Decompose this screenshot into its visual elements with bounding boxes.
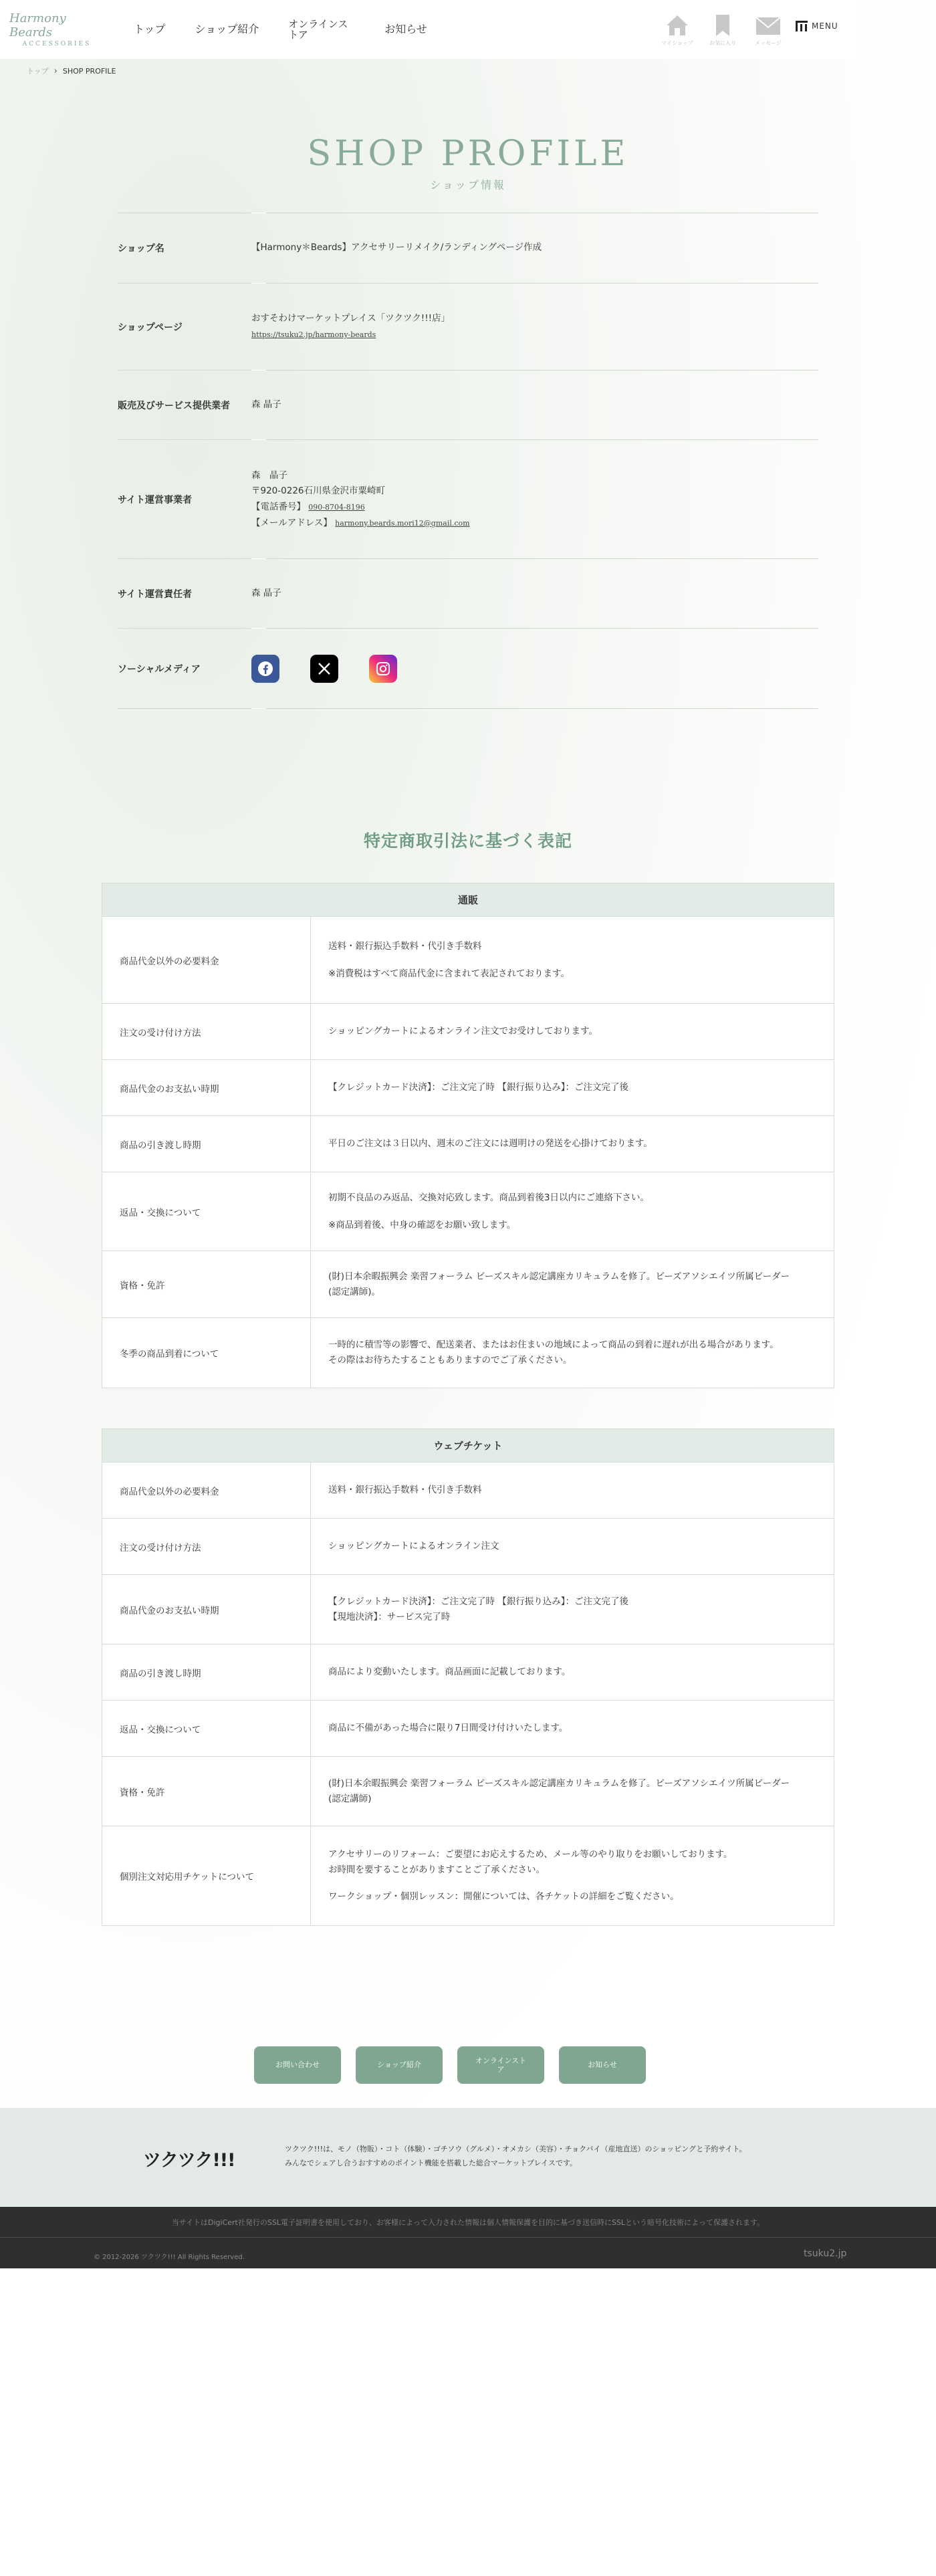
global-nav [134, 0, 457, 59]
table-value-line: (認定講師)。 [328, 1286, 381, 1297]
table-value [311, 1004, 834, 1059]
section-title-legal: 特定商取引法に基づく表記 [363, 831, 572, 851]
table-value [311, 1116, 834, 1172]
menu-label: MENU [812, 21, 838, 31]
table-value [311, 1060, 834, 1115]
profile-row-operator [118, 440, 818, 559]
profile-value [251, 468, 470, 532]
x-icon[interactable] [310, 655, 338, 683]
table-key: 返品・交換について [102, 1701, 311, 1756]
table-row [102, 1116, 834, 1172]
table-row [102, 1172, 834, 1251]
shop-profile-list [118, 213, 818, 709]
online-store-button[interactable]: オンラインストア [457, 2046, 544, 2084]
table-row [102, 1701, 834, 1757]
operator-mail-link[interactable]: harmony.beards.mori12@gmail.com [335, 518, 470, 528]
favorites-label: お気に入り [709, 40, 736, 46]
footer-description-line: みんなでシェアし合うおすすめのポイント機能を搭載した総合マーケットプレイスです。 [285, 2158, 578, 2167]
table-key: 資格・免許 [102, 1757, 311, 1826]
profile-label: ショップページ [118, 322, 183, 333]
table-value-line: 平日のご注文は３日以内、週末のご注文には週明けの発送を心掛けております。 [328, 1138, 653, 1150]
table-row [102, 1251, 834, 1318]
footer-about [0, 2108, 936, 2207]
profile-label: サイト運営事業者 [118, 495, 193, 506]
operator-tel-line [251, 500, 470, 516]
instagram-icon[interactable] [369, 655, 397, 683]
profile-value: 森 晶子 [251, 588, 281, 599]
bookmark-icon [709, 13, 736, 37]
table-value [311, 1251, 834, 1317]
messages-button[interactable] [747, 13, 789, 47]
table-key: 商品代金のお支払い時期 [102, 1575, 311, 1644]
table-value-line: その際はお待ちたすることもありますのでご了承ください。 [328, 1355, 572, 1366]
table-value-line: (財)日本余暇振興会 楽習フォーラム ビーズスキル認定講座カリキュラムを修了。ビーズアソシエイツ所属ビーダー [328, 1778, 790, 1789]
header-icons [657, 13, 793, 47]
table-value [311, 1463, 834, 1518]
social-links [251, 655, 428, 683]
page-title [0, 134, 936, 192]
table-key: 商品の引き渡し時期 [102, 1116, 311, 1172]
table-value-line: 商品に不備があった場合に限り7日間受け付けいたします。 [328, 1723, 568, 1734]
table-key: 商品代金以外の必要料金 [102, 917, 311, 1003]
table-value [311, 917, 834, 1003]
table-key: 冬季の商品到着について [102, 1318, 311, 1388]
table-value-line: ワークショップ・個別レッスン：開催については、各チケットの詳細をご覧ください。 [328, 1891, 679, 1903]
table-value-line: 【クレジットカード決済】：ご注文完了時 【銀行振り込み】：ご注文完了後 [328, 1596, 629, 1607]
table-heading: 通販 [102, 883, 834, 917]
logo-title: Harmony Beards [9, 11, 66, 39]
profile-value: 森 晶子 [251, 399, 281, 411]
table-row [102, 1826, 834, 1925]
profile-row-shop-name [118, 213, 818, 284]
table-key: 商品代金のお支払い時期 [102, 1060, 311, 1115]
copyright: © 2012-2026 ツクツク!!! All Rights Reserved. [94, 2254, 245, 2261]
table-key: 注文の受け付け方法 [102, 1004, 311, 1059]
profile-label: 販売及びサービス提供業者 [118, 401, 230, 411]
table-value-line: 送料・銀行振込手数料・代引き手数料 [328, 1485, 482, 1496]
table-value [311, 1172, 834, 1251]
profile-label: ショップ名 [118, 243, 164, 254]
my-shop-label: マイショップ [661, 40, 693, 46]
table-value-line: 送料・銀行振込手数料・代引き手数料 [328, 940, 482, 952]
table-value [311, 1519, 834, 1574]
profile-row-seller [118, 370, 818, 440]
shop-page-text: おすそわけマーケットプレイス「ツクツク!!!店」 [251, 313, 451, 324]
nav-news[interactable]: お知らせ [384, 23, 427, 36]
my-shop-button[interactable] [657, 13, 698, 47]
table-value [311, 1826, 834, 1925]
table-row [102, 1757, 834, 1826]
page-title-ja: ショップ情報 [430, 179, 506, 191]
chevron-right-icon: › [53, 66, 57, 76]
table-value [311, 1701, 834, 1756]
ssl-notice: 当サイトはDigiCert社発行のSSL電子証明書を使用しており、お客様によって入力された情報は個人情報保護を目的に基づき送信時にSSLという暗号化技術によって保護されます。 [0, 2207, 936, 2238]
table-row [102, 1575, 834, 1644]
favorites-button[interactable] [702, 13, 743, 47]
table-value-line: 初期不良品のみ返品、交換対応致します。商品到着後3日以内にご連絡下さい。 [328, 1192, 650, 1203]
operator-mail-line [251, 516, 470, 532]
table-row [102, 917, 834, 1004]
table-value-line: (認定講師) [328, 1793, 372, 1804]
table-key: 個別注文対応用チケットについて [102, 1826, 311, 1925]
table-value [311, 1575, 834, 1644]
table-value-line: 【現地決済】：サービス完了時 [328, 1611, 451, 1622]
table-heading: ウェブチケット [102, 1429, 834, 1463]
table-row [102, 1463, 834, 1519]
profile-row-social [118, 629, 818, 709]
nav-online-store[interactable]: オンラインストア [288, 17, 348, 41]
profile-value [251, 311, 450, 342]
table-value-line: (財)日本余暇振興会 楽習フォーラム ビーズスキル認定講座カリキュラムを修了。ビーズアソシエイツ所属ビーダー [328, 1271, 790, 1282]
table-row [102, 1519, 834, 1575]
table-key: 商品代金以外の必要料金 [102, 1463, 311, 1518]
table-value-line: ショッピングカートによるオンライン注文 [328, 1541, 499, 1552]
table-row [102, 1318, 834, 1388]
news-button[interactable]: お知らせ [559, 2046, 646, 2084]
profile-row-shop-page [118, 284, 818, 370]
table-value-line: お時間を要することがありますことご了承ください。 [328, 1864, 545, 1875]
profile-row-manager [118, 559, 818, 629]
legal-table-web-ticket [102, 1428, 834, 1926]
table-value-line: アクセサリーのリフォーム：ご要望にお応えするため、メール等のやり取りをお願いしております。 [328, 1848, 733, 1860]
table-value-line: ※商品到着後、中身の確認をお願い致します。 [328, 1219, 516, 1230]
table-value [311, 1318, 834, 1388]
shop-logo[interactable] [9, 11, 104, 47]
breadcrumb-home[interactable]: トップ [27, 67, 49, 76]
breadcrumb [27, 66, 116, 76]
footer-description [285, 2143, 820, 2171]
mail-icon [755, 13, 782, 37]
shop-page-link[interactable]: https://tsuku2.jp/harmony-beards [251, 330, 376, 339]
logo-subtitle: ACCESSORIES [22, 41, 92, 47]
legal-table-mail-order [102, 883, 834, 1388]
page-title-en: SHOP PROFILE [307, 134, 629, 174]
breadcrumb-current: SHOP PROFILE [62, 66, 116, 76]
nav-shop-intro[interactable]: ショップ紹介 [195, 23, 259, 36]
shop-intro-button[interactable]: ショップ紹介 [356, 2046, 443, 2084]
tsukutsuku-logo[interactable]: ツクツク!!! [143, 2150, 235, 2171]
bottom-nav-buttons [254, 2046, 661, 2084]
operator-tel-link[interactable]: 090-8704-8196 [308, 503, 365, 512]
table-value-line: ショッピングカートによるオンライン注文でお受けしております。 [328, 1026, 598, 1037]
contact-button[interactable]: お問い合わせ [254, 2046, 341, 2084]
table-row [102, 1644, 834, 1701]
messages-label: メッセージ [755, 40, 782, 46]
table-value-line: 商品により変動いたします。商品画面に記載しております。 [328, 1667, 571, 1678]
operator-tel-label: 【電話番号】 [251, 502, 306, 512]
table-key: 商品の引き渡し時期 [102, 1644, 311, 1700]
menu-button[interactable] [796, 20, 838, 32]
table-row [102, 1004, 834, 1060]
facebook-icon[interactable] [251, 655, 279, 683]
shop-home-icon [664, 13, 691, 37]
table-value-line: 一時的に積雪等の影響で、配送業者、またはお住まいの地域によって商品の到着に遅れが出る場合があります。 [328, 1339, 779, 1351]
operator-mail-label: 【メールアドレス】 [251, 517, 332, 528]
nav-top[interactable]: トップ [134, 23, 166, 36]
table-row [102, 1060, 834, 1116]
profile-value: 【Harmony＊Beards】アクセサリーリメイク/ランディングページ作成 [251, 242, 542, 253]
profile-label: サイト運営責任者 [118, 589, 193, 600]
profile-label: ソーシャルメディア [118, 664, 201, 675]
footer-brand-link[interactable]: tsuku2.jp [804, 2248, 847, 2259]
table-key: 返品・交換について [102, 1172, 311, 1251]
table-value-line: 【クレジットカード決済】：ご注文完了時 【銀行振り込み】：ご注文完了後 [328, 1082, 629, 1093]
table-key: 注文の受け付け方法 [102, 1519, 311, 1574]
menu-icon [796, 20, 808, 32]
table-value [311, 1757, 834, 1826]
operator-name: 森 晶子 [251, 469, 287, 481]
table-value-line: ※消費税はすべて商品代金に含まれて表記されております。 [328, 968, 570, 979]
operator-address: 〒920-0226石川県金沢市粟崎町 [251, 486, 385, 497]
footer-legal [0, 2207, 936, 2268]
site-header [0, 0, 857, 59]
table-value [311, 1644, 834, 1700]
table-key: 資格・免許 [102, 1251, 311, 1317]
footer-description-line: ツクツク!!!は、モノ（物販）・コト（体験）・ゴチソウ（グルメ）・オメカシ（美容）・チョクバイ（産地直送）のショッピングと予約サイト。 [285, 2145, 747, 2153]
